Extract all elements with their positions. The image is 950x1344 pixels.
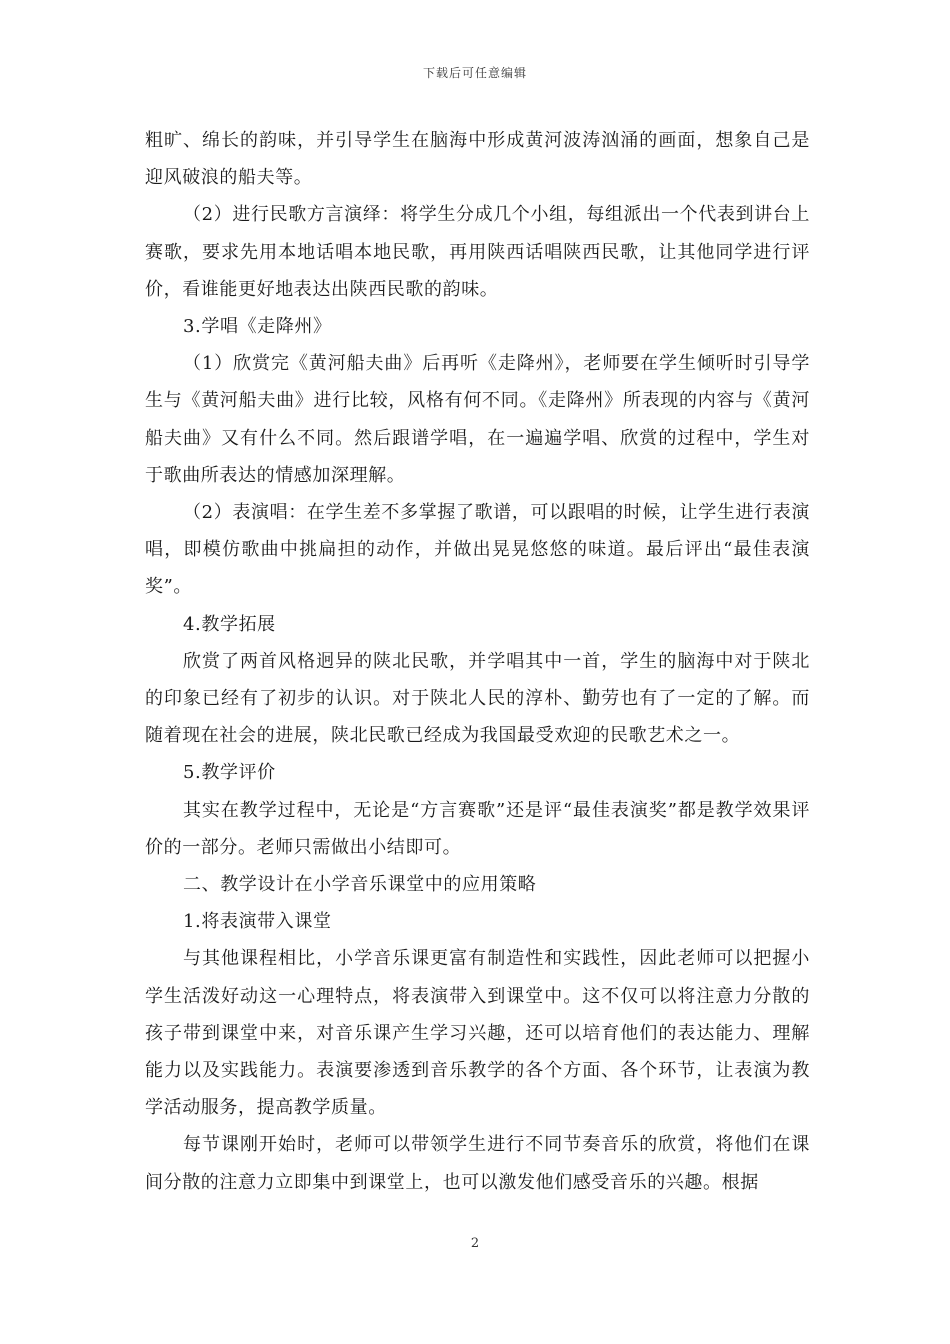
page-header: 下载后可任意编辑 <box>422 66 527 80</box>
paragraph-1: 粗旷、绵长的韵味，并引导学生在脑海中形成黄河波涛汹涌的画面，想象自己是迎风破浪的船夫等。 <box>145 130 810 189</box>
paragraph-7: 欣赏了两首风格迥异的陕北民歌，并学唱其中一首，学生的脑海中对于陕北的印象已经有了初步的认识。对于陕北人民的淳朴、勤劳也有了一定的了解。而随着现在社会的进展，陕北民歌已经成为我国最受欢迎的民歌艺术之一。 <box>145 650 810 747</box>
subsection-heading-1: 1.将表演带入课堂 <box>183 911 332 933</box>
section-heading-5: 5.教学评价 <box>183 762 276 784</box>
section-heading-4: 4.教学拓展 <box>183 613 276 635</box>
page-number: 2 <box>470 1236 480 1251</box>
section-heading-3: 3.学唱《走降州》 <box>183 316 332 338</box>
section-heading-part-2: 二、教学设计在小学音乐课堂中的应用策略 <box>183 874 537 896</box>
paragraph-13: 每节课刚开始时，老师可以带领学生进行不同节奏音乐的欣赏，将他们在课间分散的注意力立即集中到课堂上，也可以激发他们感受音乐的兴趣。根据 <box>145 1134 810 1193</box>
paragraph-12: 与其他课程相比，小学音乐课更富有制造性和实践性，因此老师可以把握小学生活泼好动这一心理特点，将表演带入到课堂中。这不仅可以将注意力分散的孩子带到课堂中来，对音乐课产生学习兴趣，还可以培育他们的表达能力、理解能力以及实践能力。表演要渗透到音乐教学的各个方面、各个环节，让表演为教学活动服务，提高教学质量。 <box>145 948 810 1119</box>
paragraph-9: 其实在教学过程中，无论是“方言赛歌”还是评“最佳表演奖”都是教学效果评价的一部分。老师只需做出小结即可。 <box>145 799 810 858</box>
paragraph-4: （1）欣赏完《黄河船夫曲》后再听《走降州》，老师要在学生倾听时引导学生与《黄河船夫曲》进行比较，风格有何不同。《走降州》所表现的内容与《黄河船夫曲》又有什么不同。然后跟谱学唱，在一遍遍学唱、欣赏的过程中，学生对于歌曲所表达的情感加深理解。 <box>145 353 810 486</box>
document-body <box>145 122 810 1201</box>
paragraph-5: （2）表演唱：在学生差不多掌握了歌谱，可以跟唱的时候，让学生进行表演唱，即模仿歌曲中挑扁担的动作，并做出晃晃悠悠的味道。最后评出“最佳表演奖”。 <box>145 502 810 598</box>
paragraph-2: （2）进行民歌方言演绎：将学生分成几个小组，每组派出一个代表到讲台上赛歌，要求先用本地话唱本地民歌，再用陕西话唱陕西民歌，让其他同学进行评价，看谁能更好地表达出陕西民歌的韵味。 <box>145 204 810 300</box>
